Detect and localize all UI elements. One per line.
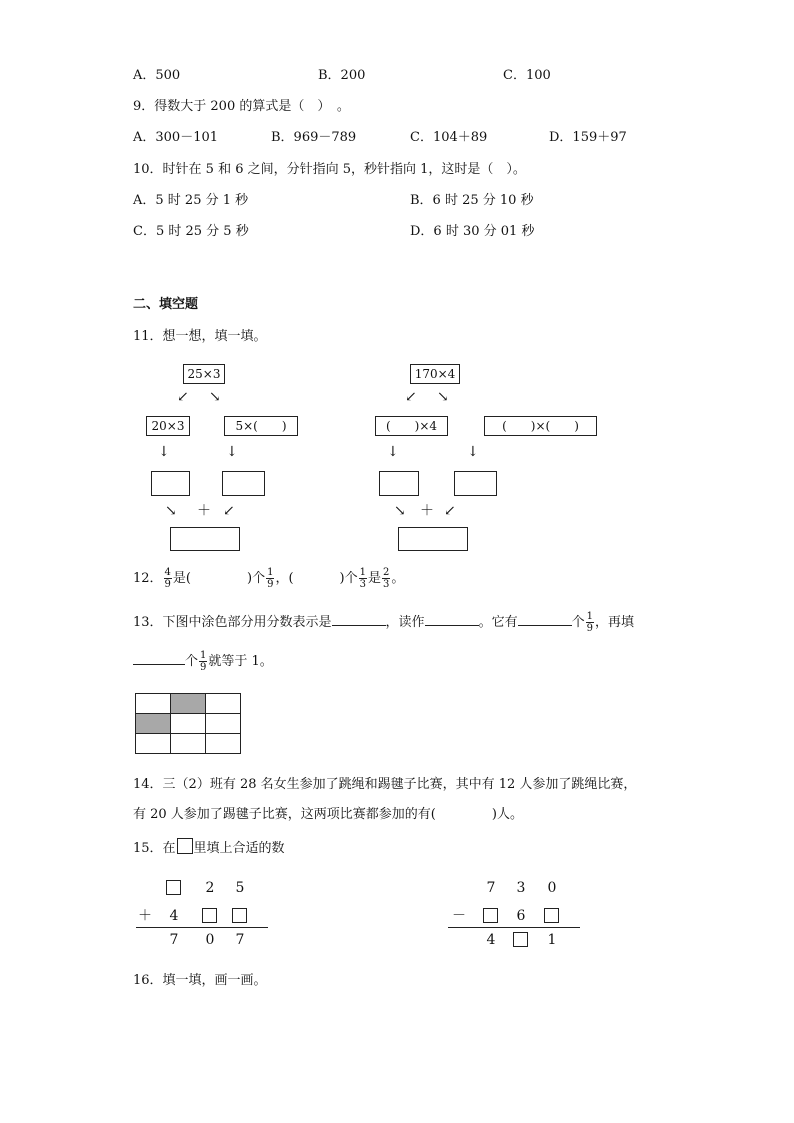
text: ，再填 [594,615,634,630]
q13-line-2 [133,649,273,675]
q11-left-split-a: 20×3 [146,416,190,436]
text: 个 [185,654,199,669]
arrow-down-icon: ↓ [158,444,170,460]
result-digit: 4 [486,932,496,948]
q9-option-b: B．969－789 [271,130,357,145]
shaded-cell [136,714,171,734]
text: 个 [571,615,585,630]
text: 里填上合适的数 [193,841,285,856]
fraction: $\frac{4}{9}$ [164,567,171,590]
fraction: $\frac{1}{9}$ [267,567,274,590]
text: )人。 [491,807,523,822]
grid-cell [171,734,206,754]
answer-box[interactable] [454,471,497,496]
answer-blank[interactable] [133,651,185,665]
digit-box[interactable] [544,908,559,923]
grid-cell [171,714,206,734]
arrow-down-left-icon: ↙ [405,389,417,405]
text: )个 [247,571,266,586]
answer-box[interactable] [170,527,240,551]
q10-option-a: A．5 时 25 分 1 秒 [133,193,249,208]
q8-option-b: B．200 [318,68,366,83]
grid-cell [206,694,241,714]
q8-option-a: A．500 [133,68,181,83]
result-digit: 0 [205,932,215,948]
section-heading: 二、填空题 [133,297,199,312]
q9-option-c: C．104＋89 [410,130,488,145]
digit: 6 [516,908,526,924]
text: 就等于 1。 [208,654,273,669]
digit: 2 [205,880,215,896]
grid-row [136,714,241,734]
result-digit: 7 [235,932,245,948]
answer-box[interactable] [222,471,265,496]
text: 是( [172,571,191,586]
fraction: $\frac{1}{3}$ [359,567,366,590]
text: 15．在 [133,841,176,856]
square-icon [177,838,193,854]
result-digit: 1 [547,932,557,948]
q11-right-split-a: ( )×4 [375,416,448,436]
operator-sign: － [452,908,466,924]
arrow-down-left-icon: ↙ [177,389,189,405]
digit-box[interactable] [166,880,181,895]
arrow-down-left-icon: ↙ [444,503,456,519]
sum-line [136,927,268,928]
q11-left-split-b: 5×( ) [224,416,298,436]
q10-option-d: D．6 时 30 分 01 秒 [410,224,535,239]
arrow-down-right-icon: ↘ [165,503,177,519]
answer-box[interactable] [398,527,468,551]
fraction: $\frac{1}{9}$ [200,650,207,673]
q15-stem [133,838,285,857]
grid-row [136,694,241,714]
shaded-cell [171,694,206,714]
q14-line-2 [133,807,523,823]
q11-left-top-box: 25×3 [183,364,225,384]
text: 是 [367,571,381,586]
q10-option-c: C．5 时 25 分 5 秒 [133,224,249,239]
result-digit: 7 [169,932,179,948]
q10-option-b: B．6 时 25 分 10 秒 [410,193,534,208]
grid-cell [206,734,241,754]
q13-line-1 [133,610,634,636]
text: )个 [339,571,358,586]
question-number: 12． [133,571,163,586]
arrow-down-icon: ↓ [387,444,399,460]
digit: 5 [235,880,245,896]
text: ，读作 [385,615,425,630]
q12-line [133,566,404,592]
answer-box[interactable] [151,471,190,496]
fraction: $\frac{1}{9}$ [586,611,593,634]
digit-box[interactable] [513,932,528,947]
digit-box[interactable] [202,908,217,923]
q14-line-1: 14．三（2）班有 28 名女生参加了跳绳和踢毽子比赛，其中有 12 人参加了跳绳比赛， [133,777,637,792]
shaded-grid [135,693,241,754]
answer-box[interactable] [379,471,419,496]
plus-sign: ＋ [420,503,434,519]
operator-sign: ＋ [138,908,152,924]
digit: 4 [169,908,179,924]
q8-option-c: C．100 [503,68,551,83]
answer-blank[interactable] [518,612,572,626]
arrow-down-right-icon: ↘ [437,389,449,405]
q11-right-split-b: ( )×( ) [484,416,597,436]
q11-right-top-box: 170×4 [410,364,460,384]
arrow-down-right-icon: ↘ [209,389,221,405]
text: 。它有 [478,615,518,630]
fraction: $\frac{2}{3}$ [383,567,390,590]
sum-line [448,927,580,928]
q9-stem: 9．得数大于 200 的算式是（ ） 。 [133,99,350,114]
grid-cell [136,734,171,754]
text: 13．下图中涂色部分用分数表示是 [133,615,332,630]
q16-stem: 16．填一填，画一画。 [133,973,267,988]
text: ，( [275,571,294,586]
digit-box[interactable] [483,908,498,923]
q9-option-d: D．159＋97 [549,130,627,145]
digit: 0 [547,880,557,896]
q9-option-a: A．300－101 [133,130,219,145]
arrow-down-right-icon: ↘ [394,503,406,519]
q10-stem: 10．时针在 5 和 6 之间，分针指向 5，秒针指向 1，这时是（ ）。 [133,162,526,177]
arrow-down-icon: ↓ [226,444,238,460]
text: 有 20 人参加了踢毽子比赛，这两项比赛都参加的有( [133,807,436,822]
digit-box[interactable] [232,908,247,923]
answer-blank[interactable] [332,612,386,626]
arrow-down-icon: ↓ [467,444,479,460]
plus-sign: ＋ [197,503,211,519]
arrow-down-left-icon: ↙ [223,503,235,519]
grid-cell [206,714,241,734]
grid-cell [136,694,171,714]
grid-row [136,734,241,754]
text: 。 [391,571,405,586]
answer-blank[interactable] [425,612,479,626]
digit: 7 [486,880,496,896]
digit: 3 [516,880,526,896]
q11-stem: 11．想一想，填一填。 [133,329,267,344]
